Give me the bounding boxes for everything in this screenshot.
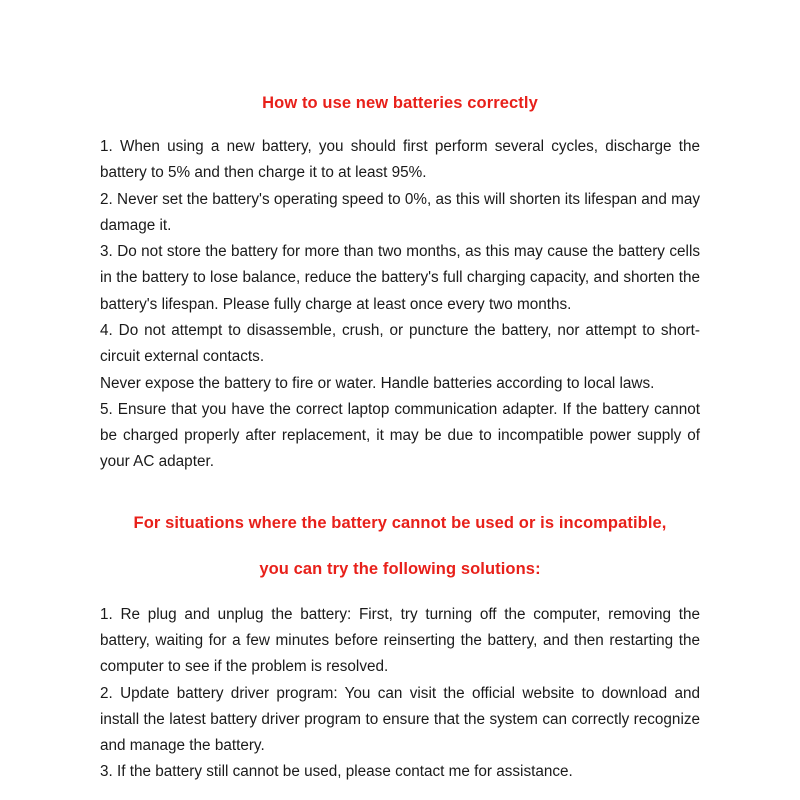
paragraph: 2. Update battery driver program: You can visit the official website to download and install the latest battery driver program to ensure that the system can correctly recognize and manage the battery. xyxy=(100,684,700,755)
paragraph: 3. Do not store the battery for more than two months, as this may cause the battery cells in the battery to lose balance, reduce the battery's full charging capacity, and shorten the battery's lifespan. Please fully charge at least once every two months. xyxy=(100,243,700,313)
section2-heading-line2: you can try the following solutions: xyxy=(259,559,541,578)
paragraph: 3. If the battery still cannot be used, please contact me for assistance. xyxy=(100,763,573,781)
section1-body xyxy=(100,134,700,476)
section2-heading-line1: For situations where the battery cannot be used or is incompatible, xyxy=(133,513,667,532)
paragraph: 1. Re plug and unplug the battery: First, try turning off the computer, removing the battery, waiting for a few minutes before reinserting the battery, and then restarting the computer to see if the problem is resolved. xyxy=(100,605,700,676)
section-troubleshooting xyxy=(100,512,700,786)
paragraph: Never expose the battery to fire or water. Handle batteries according to local laws. xyxy=(100,374,655,392)
paragraph: 1. When using a new battery, you should first perform several cycles, discharge the battery to 5% and then charge it to at least 95%. xyxy=(100,137,700,182)
paragraph: 2. Never set the battery's operating speed to 0%, as this will shorten its lifespan and may damage it. xyxy=(100,190,700,234)
paragraph: 5. Ensure that you have the correct laptop communication adapter. If the battery cannot be charged properly after replacement, it may be due to incompatible power supply of your AC adapter. xyxy=(100,400,700,471)
section2-body xyxy=(100,602,700,786)
paragraph: 4. Do not attempt to disassemble, crush, or puncture the battery, nor attempt to short-circuit external contacts. xyxy=(100,322,700,366)
section-new-batteries xyxy=(100,92,700,476)
section1-heading: How to use new batteries correctly xyxy=(262,94,538,112)
